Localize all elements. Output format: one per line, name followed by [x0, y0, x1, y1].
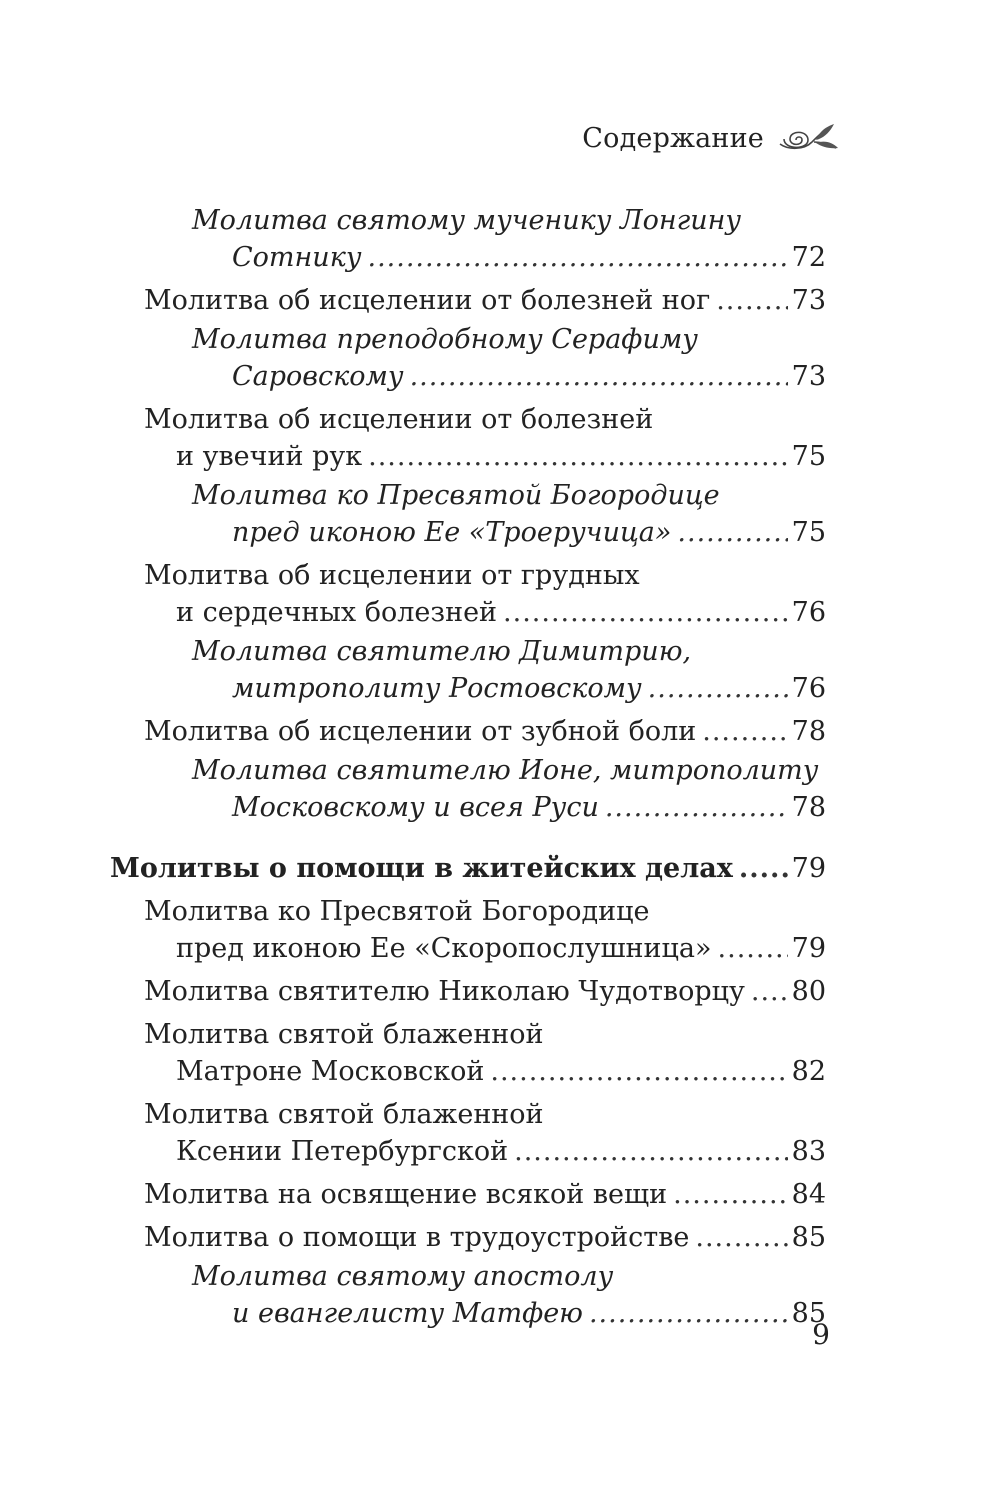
toc-entry-title: пред иконою Ее «Троеручица» [232, 517, 672, 548]
toc-entry-title-line1: Молитва святой блаженной [144, 1019, 544, 1050]
toc-entry-title-line1: Молитва святому мученику Лонгину [192, 205, 742, 236]
page-number: 9 [812, 1318, 830, 1351]
toc-entry-title: пред иконою Ее «Скоропослушница» [176, 933, 712, 964]
toc-entry-title: Матроне Московской [176, 1056, 485, 1087]
toc-page-number: 85 [791, 1222, 826, 1253]
toc-page-number: 80 [791, 976, 826, 1007]
toc-entry[interactable] [110, 713, 826, 750]
toc-page-number: 82 [791, 1056, 826, 1087]
spiral-leaf-ornament-icon [778, 118, 840, 158]
toc-entry[interactable] [110, 202, 826, 276]
toc-entry-title-line [110, 713, 826, 750]
dot-leader [677, 514, 787, 551]
toc-entry-title-line [110, 358, 826, 395]
toc-entry[interactable] [110, 1096, 826, 1170]
toc-page-number: 75 [791, 441, 826, 472]
dot-leader [673, 1176, 788, 1213]
toc-entry-title-line [110, 282, 826, 319]
toc-page-number: 83 [791, 1136, 826, 1167]
toc-section-heading[interactable] [110, 850, 826, 887]
toc-entry-title-line [110, 1053, 826, 1090]
toc-page-number: 79 [791, 933, 826, 964]
toc-page-number: 79 [791, 853, 826, 884]
dot-leader [410, 358, 788, 395]
toc-entry-title: Молитва на освящение всякой вещи [144, 1179, 668, 1210]
toc-entry-title-line1: Молитва преподобному Серафиму [192, 324, 698, 355]
toc-entry-title: Сотнику [232, 242, 362, 273]
toc-entry-title: и увечий рук [176, 441, 363, 472]
toc-entry-title-line1: Молитва ко Пресвятой Богородице [192, 480, 720, 511]
toc-entry-title: Молитва об исцелении от болезней ног [144, 285, 711, 316]
toc-entry-title-line1: Молитва святителю Димитрию, [192, 636, 692, 667]
toc-entry-title-line [110, 670, 826, 707]
toc-entry[interactable] [110, 973, 826, 1010]
dot-leader [367, 239, 787, 276]
toc-entry-title: Московскому и всея Руси [232, 792, 599, 823]
toc-entry-title: Молитва святителю Николаю Чудотворцу [144, 976, 745, 1007]
dot-leader [718, 930, 788, 967]
toc-entry-title: Молитва о помощи в трудоустройстве [144, 1222, 690, 1253]
toc-entry[interactable] [110, 1258, 826, 1332]
dot-leader [648, 670, 788, 707]
toc-entry-title-line [110, 973, 826, 1010]
toc-entry-title-line [110, 1295, 826, 1332]
toc-page-number: 84 [791, 1179, 826, 1210]
dot-leader [589, 1295, 788, 1332]
dot-leader [716, 282, 787, 319]
dot-leader [368, 438, 788, 475]
toc-page-number: 78 [791, 792, 826, 823]
toc-entry-title-line [110, 930, 826, 967]
toc-entry-title-line [110, 1133, 826, 1170]
toc-entry-title: митрополиту Ростовскому [232, 673, 642, 704]
toc-entry[interactable] [110, 633, 826, 707]
toc-entry[interactable] [110, 752, 826, 826]
toc-entry[interactable] [110, 1176, 826, 1213]
dot-leader [605, 789, 788, 826]
toc-entry-title-line [110, 594, 826, 631]
toc-entry-title-line [110, 850, 826, 887]
dot-leader [490, 1053, 787, 1090]
toc-entry[interactable] [110, 401, 826, 475]
toc-entry-title-line1: Молитва об исцелении от грудных [144, 560, 640, 591]
toc-entry-title: Молитва об исцелении от зубной боли [144, 716, 697, 747]
toc-entry-title-line [110, 1176, 826, 1213]
toc-entry-title-line [110, 438, 826, 475]
toc-entry[interactable] [110, 1219, 826, 1256]
dot-leader [702, 713, 787, 750]
toc-entry-title-line [110, 239, 826, 276]
toc-entry-title-line [110, 1219, 826, 1256]
dot-leader [503, 594, 788, 631]
toc-entry-title-line1: Молитва святому апостолу [192, 1261, 614, 1292]
toc-entry[interactable] [110, 557, 826, 631]
table-of-contents [110, 200, 826, 1332]
toc-entry-title: Молитвы о помощи в житейских делах [110, 853, 733, 884]
dot-leader [739, 850, 788, 887]
toc-entry-title-line1: Молитва об исцелении от болезней [144, 404, 654, 435]
toc-page-number: 76 [791, 597, 826, 628]
toc-page-number: 78 [791, 716, 826, 747]
dot-leader [751, 973, 788, 1010]
toc-entry-title: Ксении Петербургской [176, 1136, 509, 1167]
toc-entry-title: Саровскому [232, 361, 404, 392]
toc-entry-title-line1: Молитва святителю Ионе, митрополиту [192, 755, 819, 786]
toc-entry[interactable] [110, 893, 826, 967]
toc-entry-title-line1: Молитва святой блаженной [144, 1099, 544, 1130]
dot-leader [695, 1219, 787, 1256]
running-header [582, 118, 840, 158]
toc-entry[interactable] [110, 1016, 826, 1090]
toc-page-number: 72 [791, 242, 826, 273]
toc-page-number: 76 [791, 673, 826, 704]
toc-page-number: 73 [791, 285, 826, 316]
toc-page-number: 75 [791, 517, 826, 548]
toc-entry-title-line1: Молитва ко Пресвятой Богородице [144, 896, 650, 927]
toc-entry-title: и евангелисту Матфею [232, 1298, 583, 1329]
toc-page-number: 85 [791, 1298, 826, 1329]
toc-entry[interactable] [110, 321, 826, 395]
dot-leader [514, 1133, 788, 1170]
toc-entry-title: и сердечных болезней [176, 597, 498, 628]
toc-entry-title-line [110, 789, 826, 826]
toc-entry[interactable] [110, 282, 826, 319]
running-header-title: Содержание [582, 122, 764, 154]
toc-entry-title-line [110, 514, 826, 551]
toc-entry[interactable] [110, 477, 826, 551]
toc-page-number: 73 [791, 361, 826, 392]
